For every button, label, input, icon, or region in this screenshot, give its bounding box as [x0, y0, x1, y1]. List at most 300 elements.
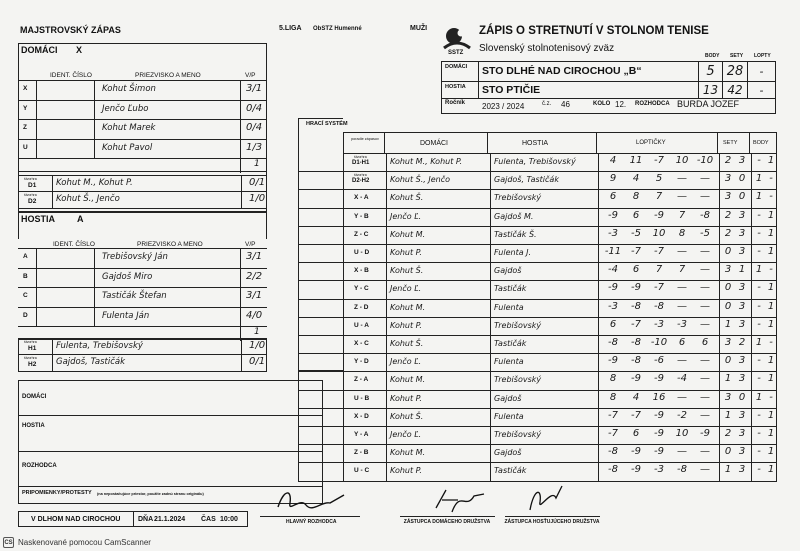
- match-set-score: 6: [678, 337, 686, 348]
- home-player-vp: 0/4: [246, 122, 263, 133]
- match-set-score: -8: [631, 300, 641, 312]
- guest-player-code: A: [23, 253, 28, 260]
- match-sets-value: 3: [724, 337, 732, 348]
- summary-home-body: 5: [698, 61, 723, 82]
- match-set-score: —: [677, 446, 687, 458]
- match-set-score: —: [700, 318, 710, 330]
- match-home-player: Kohut P.: [390, 466, 422, 476]
- match-set-score: —: [677, 355, 687, 367]
- match-set-score: 10: [652, 227, 666, 239]
- match-code: X - C: [354, 340, 369, 347]
- match-set-score: -9: [631, 373, 641, 385]
- match-guest-player: Fulenta: [494, 302, 524, 312]
- home-player-row: [18, 100, 267, 120]
- match-home-player: Kohut P.: [390, 393, 422, 403]
- guest-doubles-code: H1: [28, 345, 37, 352]
- home-heading: DOMÁCI: [21, 45, 58, 55]
- match-set-score: 4: [632, 391, 640, 403]
- match-set-score: -9: [654, 209, 664, 221]
- left-title: MAJSTROVSKÝ ZÁPAS: [20, 25, 121, 35]
- match-body-value: -: [757, 227, 761, 239]
- match-home-player: Kohut M.: [390, 448, 426, 458]
- match-home-player: Jenčo Ľ.: [390, 284, 422, 294]
- match-body-value: -: [757, 246, 761, 257]
- matches-col-sets: SETY: [723, 140, 738, 146]
- home-player-code: Z: [23, 124, 27, 131]
- match-set-score: -9: [608, 282, 618, 294]
- match-set-score: —: [677, 300, 687, 312]
- match-body-value: 1: [767, 428, 775, 439]
- place: V DLHOM NAD CIROCHOU: [31, 516, 121, 523]
- match-code: D1-H1: [352, 160, 370, 166]
- match-set-score: —: [677, 246, 687, 257]
- summary-guest-label-cell: [441, 81, 479, 99]
- date-label: DŇA: [138, 516, 154, 523]
- match-set-score: 6: [632, 209, 640, 221]
- referee-label: ROZHODCA: [635, 101, 670, 107]
- match-body-value: -: [757, 428, 761, 439]
- match-set-score: -10: [650, 337, 668, 348]
- match-row: [298, 281, 777, 299]
- bottom-domaci: DOMÁCI: [22, 394, 47, 400]
- guest-player-row: [18, 307, 267, 327]
- match-row: [298, 172, 777, 190]
- match-sets-value: 3: [738, 300, 746, 312]
- match-row: [298, 463, 777, 481]
- home-player-row: [18, 139, 267, 159]
- time-label: ČAS: [201, 516, 216, 523]
- match-guest-player: Fulenta, Trebišovský: [494, 157, 576, 166]
- match-set-score: -7: [631, 409, 641, 421]
- guest-player-vp: 2/2: [246, 270, 263, 282]
- match-set-score: 6: [609, 191, 617, 203]
- match-set-score: 8: [678, 227, 686, 239]
- match-sets-value: 2: [724, 209, 732, 221]
- association: Slovenský stolnotenisový zväz: [479, 43, 615, 54]
- match-sets-value: 1: [724, 464, 732, 476]
- match-sets-value: 3: [738, 446, 746, 458]
- match-guest-player: Gajdoš, Tastičák: [494, 175, 559, 185]
- match-home-player: Kohut P.: [390, 248, 422, 257]
- matches-system-label: HRACÍ SYSTÉM: [306, 121, 348, 127]
- match-row: [298, 318, 777, 336]
- guest-col-ident: IDENT. ČÍSLO: [53, 241, 95, 248]
- home-extra-row: [18, 158, 267, 172]
- match-set-score: -7: [608, 428, 618, 439]
- match-body-value: 1: [755, 337, 763, 348]
- match-set-score: -7: [654, 282, 664, 294]
- match-set-score: -9: [654, 373, 664, 385]
- match-set-score: -9: [654, 446, 664, 458]
- match-row: [298, 372, 777, 390]
- match-set-score: -8: [700, 209, 710, 221]
- match-set-score: -4: [677, 373, 687, 385]
- match-set-score: -5: [631, 227, 641, 239]
- match-sets-value: 2: [724, 428, 732, 439]
- bottom-hostia: HOSTIA: [22, 423, 45, 429]
- summary-guest-team-cell: [478, 81, 699, 99]
- guest-doubles-row: [18, 338, 267, 355]
- home-doubles-names: Kohut M., Kohut P.: [56, 178, 133, 188]
- guest-player-code: D: [23, 311, 28, 319]
- home-doubles-label: štvorhra: [24, 177, 37, 181]
- match-set-score: -8: [608, 464, 618, 476]
- match-code: U - D: [354, 249, 370, 256]
- match-body-value: -: [757, 155, 761, 166]
- match-row: [298, 391, 777, 409]
- match-pre-label: štvorhra: [354, 155, 367, 159]
- match-code: Z - D: [354, 303, 369, 311]
- home-doubles-names: Kohut Š., Jenčo: [56, 194, 120, 204]
- match-set-score: —: [677, 191, 687, 203]
- match-body-value: 1: [755, 264, 763, 276]
- match-guest-player: Trebišovský: [494, 320, 542, 330]
- match-set-score: —: [700, 355, 710, 367]
- home-doubles-label: štvorhra: [24, 193, 37, 197]
- match-body-value: 1: [767, 464, 775, 476]
- home-doubles-row: [18, 175, 267, 192]
- match-set-score: —: [700, 464, 710, 476]
- match-set-score: —: [700, 246, 710, 257]
- match-code: Y - A: [354, 431, 369, 438]
- match-set-score: -8: [608, 446, 618, 458]
- match-set-score: 7: [655, 191, 663, 203]
- match-sets-value: 2: [724, 227, 732, 239]
- referee: BURDA JOZEF: [677, 99, 740, 109]
- match-set-score: —: [700, 446, 710, 458]
- guest-letter: A: [77, 214, 84, 224]
- match-guest-player: Tastičák: [494, 284, 527, 294]
- match-set-score: —: [677, 173, 687, 185]
- home-doubles-vp: 0/1: [249, 177, 266, 188]
- match-set-score: —: [700, 264, 710, 276]
- guest-doubles-label: štvorhra: [24, 340, 37, 344]
- guest-player-vp: 4/0: [246, 309, 263, 321]
- guest-col-name: PRIEZVISKO A MENO: [137, 241, 203, 248]
- match-set-score: -3: [608, 227, 618, 239]
- guest-player-row: [18, 287, 267, 307]
- match-set-score: -3: [654, 318, 664, 330]
- match-body-value: 1: [767, 227, 775, 239]
- guest-player-code: C: [23, 292, 28, 299]
- match-sets-value: 3: [724, 391, 732, 403]
- match-set-score: -3: [677, 318, 687, 330]
- match-code: X - A: [354, 194, 369, 202]
- match-set-score: —: [677, 282, 687, 294]
- season-label: Ročník: [445, 100, 466, 106]
- match-guest-player: Fulenta J.: [494, 248, 532, 257]
- summary-guest-sety: 42: [722, 81, 748, 99]
- guest-doubles-names: Fulenta, Trebišovský: [56, 341, 143, 351]
- match-set-score: -2: [677, 409, 687, 421]
- number-label: č.z.: [542, 101, 552, 107]
- guest-heading: HOSTIA: [21, 214, 56, 224]
- match-set-score: 9: [609, 173, 617, 185]
- match-body-value: 1: [767, 246, 775, 257]
- match-sets-value: 3: [738, 373, 746, 385]
- match-body-value: -: [757, 464, 761, 476]
- home-player-vp: 3/1: [246, 83, 263, 94]
- match-sets-value: 3: [738, 155, 746, 166]
- match-set-score: -3: [608, 300, 618, 312]
- match-set-score: -9: [631, 282, 641, 294]
- match-home-player: Kohut M.: [390, 375, 426, 385]
- home-doubles-vp: 1/0: [249, 193, 266, 204]
- home-doubles-code: D1: [28, 182, 37, 189]
- match-set-score: 7: [655, 264, 663, 276]
- summary-col-sety: SETY: [730, 53, 744, 59]
- match-body-value: -: [757, 373, 761, 385]
- match-home-player: Kohut M.: [390, 302, 426, 312]
- match-set-score: 5: [655, 173, 663, 185]
- match-row: [298, 227, 777, 245]
- guest-player-name: Fulenta Ján: [102, 310, 150, 321]
- match-set-score: -7: [631, 246, 641, 257]
- home-player-vp: 1/3: [246, 141, 263, 153]
- sig-home-label: ZÁSTUPCA DOMÁCEHO DRUŽSTVA: [403, 519, 491, 525]
- home-player-code: U: [23, 143, 28, 151]
- match-set-score: —: [700, 173, 710, 185]
- match-sets-value: 3: [738, 282, 746, 294]
- match-sets-value: 1: [724, 318, 732, 330]
- match-sets-value: 0: [724, 300, 732, 312]
- match-set-score: 11: [629, 155, 643, 166]
- match-body-value: 1: [767, 355, 775, 367]
- match-set-score: -9: [608, 355, 618, 367]
- bottom-rozhodca: ROZHODCA: [22, 463, 57, 469]
- sig-line-referee: [260, 516, 360, 517]
- match-body-value: -: [769, 337, 773, 348]
- match-set-score: 6: [609, 318, 617, 330]
- match-body-value: -: [757, 209, 761, 221]
- match-set-score: -9: [631, 464, 641, 476]
- home-extra-vp: 1: [254, 159, 260, 169]
- match-sets-value: 3: [738, 318, 746, 330]
- match-code: Z - A: [354, 376, 369, 384]
- match-home-player: Jenčo Ľ.: [390, 211, 422, 221]
- match-code: X - D: [354, 412, 369, 420]
- match-code: X - B: [354, 267, 369, 275]
- match-body-value: -: [757, 318, 761, 330]
- match-set-score: —: [700, 373, 710, 385]
- guest-doubles-vp: 0/1: [249, 356, 266, 367]
- match-guest-player: Gajdoš: [494, 266, 522, 276]
- match-sets-value: 3: [738, 464, 746, 476]
- match-guest-player: Tastičák: [494, 339, 527, 348]
- match-home-player: Kohut Š.: [390, 266, 424, 276]
- number: 46: [561, 100, 570, 109]
- match-row: [298, 336, 777, 354]
- sig-line-guest: [505, 516, 600, 517]
- summary-home-team: STO DLHÉ NAD CIROCHOU „B“: [482, 65, 642, 77]
- match-sets-value: 3: [738, 227, 746, 239]
- match-guest-player: Gajdoš: [494, 393, 522, 403]
- guest-player-row: [18, 248, 267, 268]
- match-sets-value: 0: [738, 191, 746, 203]
- summary-guest-label: HOSTIA: [445, 84, 466, 90]
- match-body-value: 1: [767, 155, 775, 166]
- match-code: Y - C: [354, 285, 369, 293]
- match-row: [298, 263, 777, 281]
- match-row: [298, 190, 777, 208]
- match-set-score: -4: [608, 264, 618, 276]
- bottom-protesty: PRIPOMIENKY/PROTESTY: [22, 490, 92, 496]
- sig-referee-label: HLAVNÝ ROZHODCA: [286, 519, 337, 525]
- match-body-value: 1: [767, 209, 775, 221]
- match-set-score: —: [677, 391, 687, 403]
- gender: MUŽI: [410, 25, 428, 32]
- match-set-score: —: [700, 409, 710, 421]
- home-doubles-code: D2: [28, 198, 37, 205]
- match-code: Z - B: [354, 449, 369, 457]
- guest-player-vp: 3/1: [246, 290, 263, 301]
- place-date-row: [18, 511, 248, 527]
- match-set-score: 6: [701, 337, 709, 348]
- match-code: Z - C: [354, 230, 369, 238]
- round: 12.: [615, 100, 627, 109]
- match-body-value: 1: [767, 409, 775, 421]
- summary-meta-row: [441, 98, 776, 114]
- time: 10:00: [220, 516, 238, 523]
- match-home-player: Kohut M., Kohut P.: [390, 157, 463, 166]
- match-body-value: 1: [767, 446, 775, 458]
- match-set-score: 6: [632, 264, 640, 276]
- match-guest-player: Gajdoš M.: [494, 211, 534, 221]
- match-set-score: -7: [608, 409, 618, 421]
- season: 2023 / 2024: [482, 102, 525, 111]
- guest-player-row: [18, 268, 267, 288]
- match-row: [298, 209, 777, 227]
- match-guest-player: Trebišovský: [494, 193, 542, 203]
- home-player-vp: 0/4: [246, 102, 263, 114]
- match-row: [298, 409, 777, 427]
- match-sets-value: 0: [724, 282, 732, 294]
- match-guest-player: Trebišovský: [494, 430, 542, 439]
- home-player-row: [18, 119, 267, 139]
- match-body-value: 1: [767, 373, 775, 385]
- match-sets-value: 1: [724, 409, 732, 421]
- date: 21.1.2024: [154, 516, 186, 523]
- match-body-value: -: [757, 446, 761, 458]
- match-home-player: Kohut M.: [390, 229, 426, 239]
- guest-player-name: Tastičák Štefan: [102, 291, 167, 301]
- main-referee-signature: [270, 483, 350, 517]
- home-player-code: Y: [23, 104, 28, 112]
- match-sets-value: 0: [724, 355, 732, 367]
- match-sets-value: 3: [724, 191, 732, 203]
- bottom-protest-note: (na nepostačujúce priestor, použite zadnú stranu originálu): [97, 492, 204, 496]
- match-guest-player: Gajdoš: [494, 448, 522, 458]
- form-title: ZÁPIS O STRETNUTÍ V STOLNOM TENISE: [479, 25, 709, 37]
- round-label: KOLO: [593, 101, 611, 107]
- match-sets-value: 3: [738, 246, 746, 257]
- match-set-score: -3: [654, 464, 664, 476]
- match-sets-value: 3: [724, 173, 732, 185]
- home-player-row: [18, 80, 267, 100]
- match-body-value: -: [769, 191, 773, 203]
- match-body-value: -: [757, 355, 761, 367]
- guest-player-name: Gajdoš Miro: [102, 271, 153, 282]
- match-row: [298, 245, 777, 263]
- guest-doubles-row: [18, 355, 267, 372]
- home-player-code: X: [23, 85, 28, 92]
- guest-col-vp: V/P: [245, 241, 256, 248]
- matches-col-points: LOPTIČKY: [636, 140, 666, 146]
- match-set-score: -9: [608, 209, 618, 221]
- match-sets-value: 3: [738, 428, 746, 439]
- match-set-score: —: [700, 391, 710, 403]
- match-row: [298, 354, 777, 372]
- match-set-score: -5: [700, 227, 710, 239]
- match-set-score: -6: [654, 355, 664, 367]
- match-sets-value: 3: [738, 209, 746, 221]
- match-body-value: 1: [755, 191, 763, 203]
- match-code: U - B: [354, 394, 370, 402]
- match-set-score: -8: [631, 355, 641, 367]
- match-home-player: Kohut Š.: [390, 339, 424, 348]
- match-code: U - A: [354, 321, 369, 329]
- match-sets-value: 1: [724, 373, 732, 385]
- match-code: D2-H2: [352, 178, 370, 185]
- home-rep-signature: [430, 486, 490, 516]
- match-body-value: 1: [767, 318, 775, 330]
- guest-doubles-code: H2: [28, 361, 37, 368]
- region: ObSTZ Humenné: [313, 26, 362, 32]
- matches-col-guest: HOSTIA: [522, 140, 549, 147]
- match-set-score: 10: [675, 428, 689, 439]
- match-set-score: 7: [678, 264, 686, 276]
- match-body-value: -: [757, 282, 761, 294]
- match-body-value: 1: [755, 391, 763, 403]
- guest-extra-vp: 1: [254, 327, 260, 337]
- match-guest-player: Fulenta: [494, 411, 524, 421]
- match-set-score: 4: [632, 173, 640, 185]
- summary-home-label-cell: [441, 61, 479, 82]
- home-col-vp: V/P: [245, 72, 256, 79]
- match-code: U - C: [354, 467, 370, 475]
- match-code: Y - B: [354, 212, 369, 220]
- sig-guest-label: ZÁSTUPCA HOSŤUJÚCEHO DRUŽSTVA: [504, 519, 600, 525]
- home-col-name: PRIEZVISKO A MENO: [135, 72, 201, 79]
- sig-line-home: [400, 516, 495, 517]
- match-set-score: —: [700, 191, 710, 203]
- summary-guest-lopty: -: [747, 81, 776, 99]
- match-home-player: Kohut P.: [390, 320, 422, 330]
- match-set-score: 6: [632, 428, 640, 439]
- match-row: [298, 427, 777, 445]
- home-player-name: Kohut Šimon: [102, 84, 156, 94]
- match-sets-value: 0: [724, 446, 732, 458]
- match-body-value: -: [769, 391, 773, 403]
- home-letter: X: [76, 45, 83, 55]
- match-body-value: -: [757, 300, 761, 312]
- match-set-score: -9: [700, 428, 710, 439]
- match-set-score: -9: [631, 446, 641, 458]
- match-sets-value: 3: [724, 264, 732, 276]
- match-sets-value: 2: [738, 337, 746, 348]
- guest-rep-signature: [522, 482, 572, 516]
- match-body-value: 1: [755, 173, 763, 185]
- guest-player-code: B: [23, 272, 28, 280]
- matches-order-label: poradie zápasov: [351, 137, 379, 141]
- home-player-name: Jenčo Ľubo: [102, 103, 149, 114]
- match-row: [298, 154, 777, 172]
- match-pre-label: štvorhra: [354, 173, 367, 178]
- guest-player-name: Trebišovský Ján: [102, 252, 168, 262]
- match-guest-player: Fulenta: [494, 357, 524, 367]
- match-set-score: 10: [675, 155, 689, 166]
- match-set-score: -8: [654, 300, 664, 312]
